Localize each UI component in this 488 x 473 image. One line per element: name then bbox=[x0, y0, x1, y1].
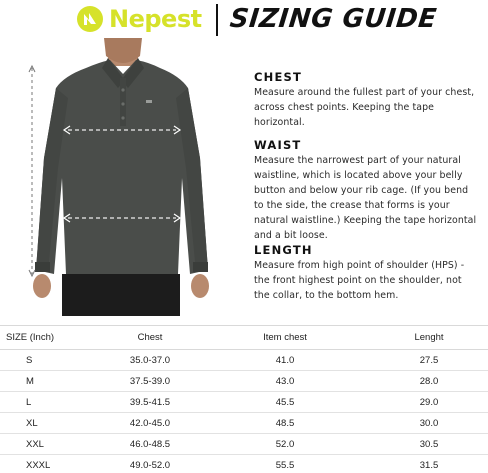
table-header-row bbox=[0, 326, 488, 350]
length-section bbox=[254, 243, 480, 303]
header-size: SIZE (Inch) bbox=[0, 326, 100, 350]
chest-cell: 37.5-39.0 bbox=[100, 371, 200, 392]
header-length: Lenght bbox=[370, 326, 488, 350]
size-cell: M bbox=[0, 371, 100, 392]
item-chest-cell: 48.5 bbox=[200, 413, 370, 434]
table-row bbox=[0, 455, 488, 473]
waist-title: WAIST bbox=[254, 138, 302, 152]
nepest-logo-icon bbox=[76, 5, 104, 33]
size-table bbox=[0, 325, 488, 473]
item-chest-cell: 45.5 bbox=[200, 392, 370, 413]
chest-cell: 42.0-45.0 bbox=[100, 413, 200, 434]
size-cell: S bbox=[0, 350, 100, 371]
item-chest-cell: 52.0 bbox=[200, 434, 370, 455]
table-row bbox=[0, 413, 488, 434]
item-chest-cell: 55.5 bbox=[200, 455, 370, 473]
item-chest-cell: 43.0 bbox=[200, 371, 370, 392]
length-cell: 27.5 bbox=[370, 350, 488, 371]
brand-name: Nepest bbox=[109, 5, 202, 33]
chest-cell: 35.0-37.0 bbox=[100, 350, 200, 371]
waist-text: Measure the narrowest part of your natural waistline, which is located above your belly button and below your rib cage. (If you bend to the side, the crease that forms is your natural waistline.) Keeping the tape horizontal and a bit loose. bbox=[254, 155, 477, 241]
size-cell: XL bbox=[0, 413, 100, 434]
length-title: LENGTH bbox=[254, 243, 313, 257]
chest-text: Measure around the fullest part of your chest, across chest points. Keeping the tape horizontal. bbox=[254, 87, 475, 128]
table-row bbox=[0, 434, 488, 455]
chest-section bbox=[254, 70, 480, 130]
header bbox=[0, 0, 488, 40]
size-cell: XXL bbox=[0, 434, 100, 455]
item-chest-cell: 41.0 bbox=[200, 350, 370, 371]
header-chest: Chest bbox=[100, 326, 200, 350]
header-divider bbox=[216, 4, 218, 36]
polo-shirt-model-image bbox=[28, 38, 214, 316]
waist-section bbox=[254, 138, 480, 243]
length-cell: 29.0 bbox=[370, 392, 488, 413]
chest-title: CHEST bbox=[254, 70, 303, 84]
length-cell: 31.5 bbox=[370, 455, 488, 473]
table-row bbox=[0, 392, 488, 413]
size-cell: L bbox=[0, 392, 100, 413]
length-cell: 30.0 bbox=[370, 413, 488, 434]
page-title: SIZING GUIDE bbox=[228, 4, 439, 34]
table-row bbox=[0, 371, 488, 392]
table-row bbox=[0, 350, 488, 371]
header-item-chest: Item chest bbox=[200, 326, 370, 350]
chest-cell: 46.0-48.5 bbox=[100, 434, 200, 455]
chest-cell: 39.5-41.5 bbox=[100, 392, 200, 413]
length-cell: 28.0 bbox=[370, 371, 488, 392]
length-cell: 30.5 bbox=[370, 434, 488, 455]
length-text: Measure from high point of shoulder (HPS) - the front highest point on the shoulder, not the collar, to the bottom hem. bbox=[254, 260, 465, 301]
size-cell: XXXL bbox=[0, 455, 100, 473]
chest-cell: 49.0-52.0 bbox=[100, 455, 200, 473]
